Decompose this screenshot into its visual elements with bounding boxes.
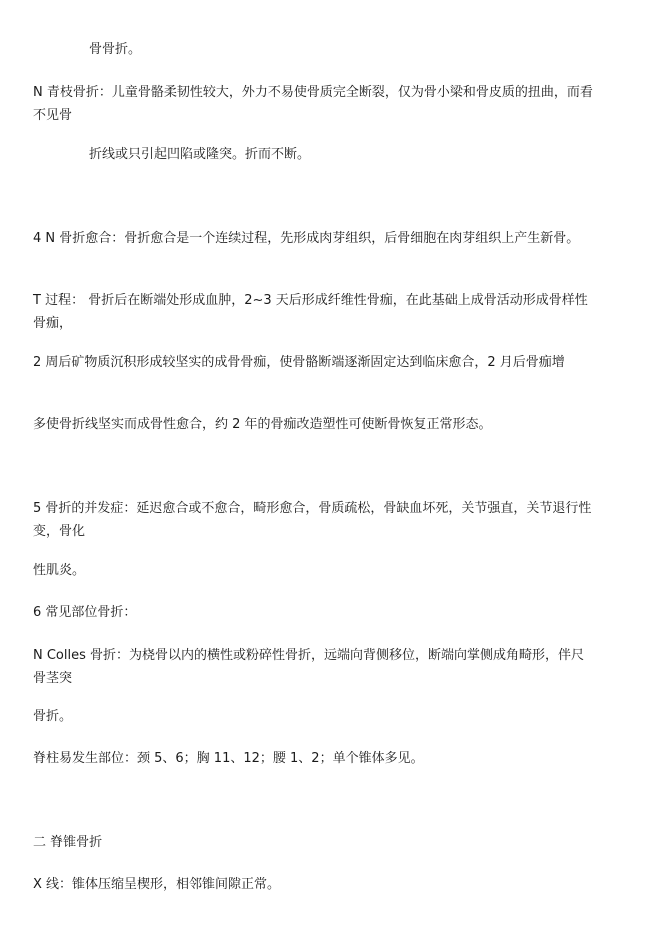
paragraph-greenstick-continued: 折线或只引起凹陷或隆突。折而不断。 <box>89 147 311 162</box>
paragraph-spine-sites: 脊柱易发生部位：颈 5、6；胸 11、12；腰 1、2；单个锥体多见。 <box>33 751 424 766</box>
paragraph-xray-findings: X 线：锥体压缩呈楔形，相邻锥间隙正常。 <box>33 877 281 892</box>
paragraph-colles-fracture: N Colles 骨折：为桡骨以内的横性或粉碎性骨折，远端向背侧移位，断端向掌侧成角畸形，伴尺骨茎突 <box>33 648 585 686</box>
paragraph-complications: 5 骨折的并发症：延迟愈合或不愈合，畸形愈合，骨质疏松，骨缺血坏死，关节强直，关节退行性变，骨化 <box>33 501 592 539</box>
paragraph-bony-union: 多使骨折线坚实而成骨性愈合，约 2 年的骨痂改造塑性可使断骨恢复正常形态。 <box>33 417 492 432</box>
paragraph-fracture-end: 骨骨折。 <box>89 42 142 57</box>
paragraph-colles-continued: 骨折。 <box>33 709 73 724</box>
paragraph-fracture-healing: 4 N 骨折愈合：骨折愈合是一个连续过程，先形成肉芽组织，后骨细胞在肉芽组织上产生新骨。 <box>33 231 580 246</box>
paragraph-healing-process: T 过程： 骨折后在断端处形成血肿，2~3 天后形成纤维性骨痂，在此基础上成骨活动形成骨样性骨痂， <box>33 293 588 331</box>
paragraph-callus-mineralization: 2 周后矿物质沉积形成较坚实的成骨骨痂，使骨骼断端逐渐固定达到临床愈合，2 月后骨痂增 <box>33 355 565 370</box>
section-heading-spine-fracture: 二 脊锥骨折 <box>33 835 103 850</box>
paragraph-common-sites-heading: 6 常见部位骨折： <box>33 605 137 620</box>
paragraph-greenstick-fracture: N 青枝骨折：儿童骨骼柔韧性较大，外力不易使骨质完全断裂，仅为骨小梁和骨皮质的扭曲，而看不见骨 <box>33 85 593 123</box>
paragraph-myositis: 性肌炎。 <box>33 563 86 578</box>
